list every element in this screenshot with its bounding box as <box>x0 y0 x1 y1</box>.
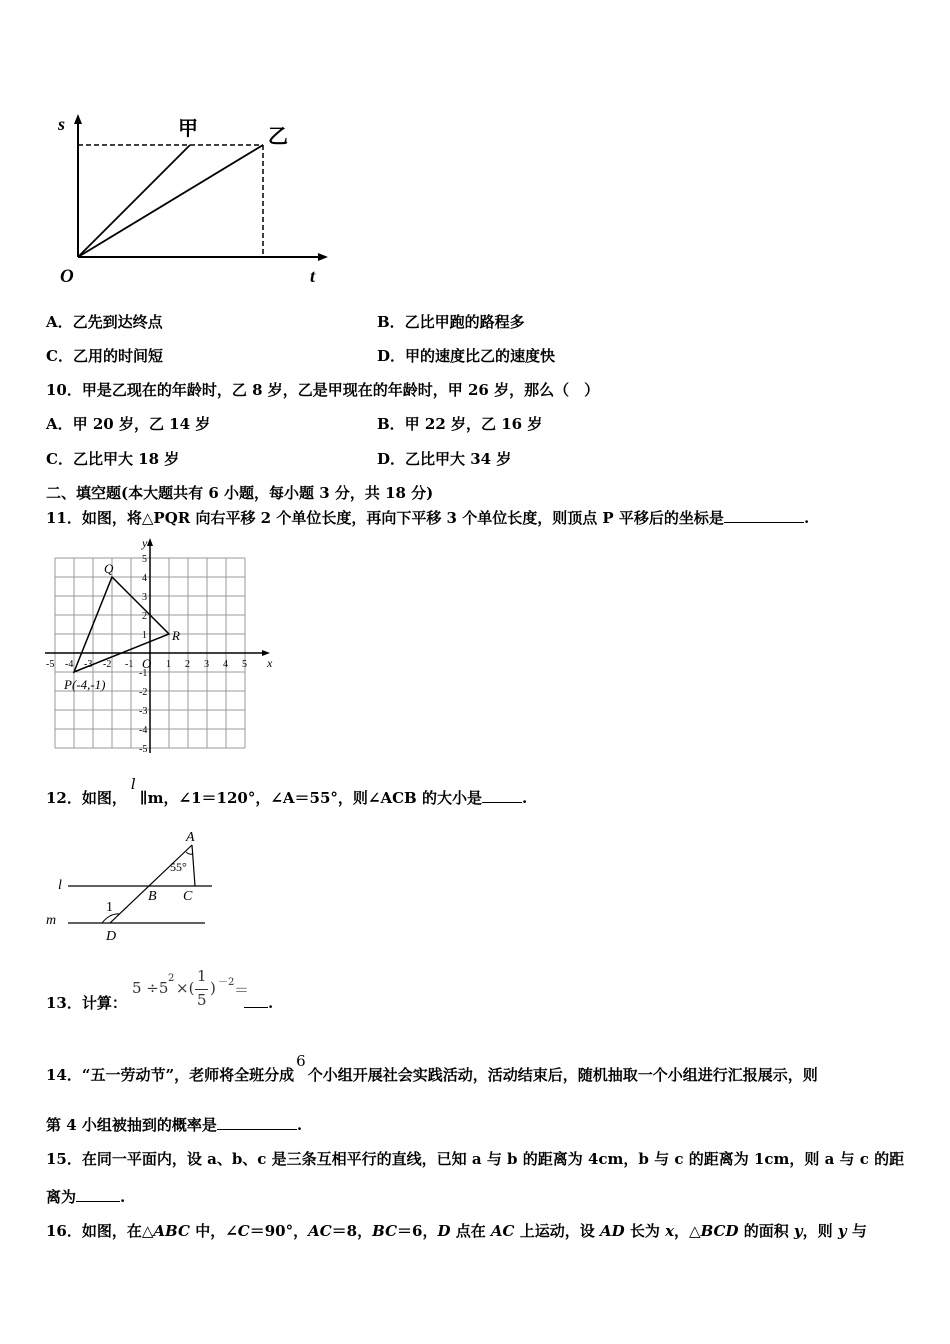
q14-text-b: 个小组开展社会实践活动，活动结束后，随机抽取一个小组进行汇报展示，则 <box>307 1066 818 1084</box>
group-count: 6 <box>296 1052 306 1070</box>
parallel-lines-figure <box>40 825 230 950</box>
q13-end: . <box>268 994 274 1012</box>
q9-option-b: B．乙比甲跑的路程多 <box>377 313 525 331</box>
q16-part: ＝8， <box>331 1222 373 1240</box>
q14-text-a: 14．“五一劳动节”，老师将全班分成 <box>46 1066 295 1084</box>
q9-option-a: A．乙先到达终点 <box>46 313 163 331</box>
x-tick: -5 <box>46 659 55 670</box>
answer-blank <box>724 507 804 523</box>
x-tick: -1 <box>125 659 134 670</box>
q16-math: D <box>437 1222 451 1240</box>
q16-stem <box>46 1220 867 1241</box>
q16-math: AC <box>490 1222 515 1240</box>
q12-stem <box>46 775 528 808</box>
label-a: A <box>186 830 195 845</box>
x-tick: -3 <box>84 659 93 670</box>
angle-1-label: 1 <box>106 900 113 915</box>
q16-math: AC <box>308 1222 332 1240</box>
q13-answer <box>244 992 273 1012</box>
q9-option-c: C．乙用的时间短 <box>46 347 163 365</box>
q13-label: 13．计算： <box>46 994 127 1012</box>
y-axis-arrow <box>74 114 82 124</box>
answer-blank <box>217 1114 297 1130</box>
q16-part: 中，∠ <box>189 1222 238 1240</box>
coordinate-grid <box>40 535 290 760</box>
origin-label: O <box>142 656 152 671</box>
y-axis-arrow <box>147 538 153 546</box>
q14-text-c: 第 4 小组被抽到的概率是 <box>46 1116 217 1134</box>
x-tick: 1 <box>166 659 171 670</box>
frac-num: 1 <box>197 967 207 985</box>
q11-end: . <box>803 509 810 527</box>
q15-text: 离为 <box>46 1188 77 1206</box>
x-tick: 5 <box>242 659 247 670</box>
q10-option-b: B．甲 22 岁，乙 16 岁 <box>377 415 543 433</box>
q16-math: x <box>665 1222 675 1240</box>
label-c: C <box>183 889 193 904</box>
frac-bar <box>195 989 208 990</box>
q16-part: 与 <box>846 1222 867 1240</box>
y-tick: -3 <box>139 706 148 717</box>
x-tick: 2 <box>185 659 190 670</box>
answer-blank <box>76 1186 120 1202</box>
y-tick: 3 <box>142 592 147 603</box>
vertex-r-label: R <box>172 628 180 643</box>
section-heading: 二、填空题(本大题共有 6 小题，每小题 3 分，共 18 分) <box>46 484 434 502</box>
expr-exp2: 2 <box>168 973 175 984</box>
y-tick: -4 <box>139 725 148 736</box>
y-tick: 4 <box>142 573 147 584</box>
x-tick: -2 <box>103 659 112 670</box>
label-l: l <box>58 878 62 893</box>
q16-part: ＝6， <box>397 1222 438 1240</box>
frac-den: 5 <box>197 991 207 1009</box>
axis-t-label: t <box>310 266 316 286</box>
q14-end: . <box>296 1116 303 1134</box>
label-m: m <box>46 913 57 928</box>
x-axis-label: x <box>267 656 273 670</box>
q12-text-a: 12．如图， <box>46 789 127 807</box>
q16-part: 的面积 <box>738 1222 794 1240</box>
vertex-q-label: Q <box>104 561 114 576</box>
vertex-p-label: P(-4,-1) <box>64 677 106 692</box>
q10-option-a: A．甲 20 岁，乙 14 岁 <box>46 415 211 433</box>
origin-label: O <box>60 266 74 287</box>
segment-ac <box>192 845 195 886</box>
q15-line1: 15．在同一平面内，设 a、b、c 是三条互相平行的直线，已知 a 与 b 的距离为 4cm，b 与 c 的距离为 1cm，则 a 与 c 的距 <box>46 1150 905 1168</box>
expr-times: ×( <box>176 979 195 997</box>
q16-math: ABC <box>153 1222 190 1240</box>
y-tick: -2 <box>139 687 148 698</box>
line-l-symbol: l <box>130 775 136 793</box>
q11-text: 11．如图，将△PQR 向右平移 2 个单位长度，再向下平移 3 个单位长度，则顶点 P 平移后的坐标是 <box>46 509 724 527</box>
expr-exp-neg2: －2 <box>218 977 235 988</box>
q16-part: 16．如图，在△ <box>46 1222 154 1240</box>
q16-part: ，△ <box>674 1222 701 1240</box>
q10-option-d: D．乙比甲大 34 岁 <box>377 450 512 468</box>
q14-line1 <box>46 1052 818 1085</box>
label-jia: 甲 <box>178 118 198 140</box>
expr-a: 5 ÷5 <box>132 979 169 997</box>
q16-math: AD <box>599 1222 625 1240</box>
q16-math: y <box>793 1222 803 1240</box>
distance-time-graph <box>50 110 340 290</box>
x-axis-arrow <box>318 253 328 261</box>
y-tick: 5 <box>142 554 147 565</box>
y-tick: 1 <box>142 630 147 641</box>
label-b: B <box>148 889 157 904</box>
label-d: D <box>106 929 117 944</box>
q16-part: 长为 <box>624 1222 666 1240</box>
q16-math: y <box>837 1222 847 1240</box>
y-tick: -1 <box>139 668 148 679</box>
q14-line2 <box>46 1114 302 1135</box>
y-tick: 2 <box>142 611 147 622</box>
q15-end: . <box>120 1188 126 1206</box>
q16-part: ＝90°， <box>249 1222 309 1240</box>
q16-math: BC <box>372 1222 398 1240</box>
x-tick: 4 <box>223 659 228 670</box>
label-yi: 乙 <box>268 126 288 148</box>
answer-blank <box>482 787 522 803</box>
angle-55-label: 55° <box>170 860 187 874</box>
axis-s-label: s <box>58 114 66 134</box>
q16-part: ，则 <box>802 1222 838 1240</box>
x-tick: -4 <box>65 659 74 670</box>
q10-stem: 10．甲是乙现在的年龄时，乙 8 岁，乙是甲现在的年龄时，甲 26 岁，那么（ ） <box>46 381 600 399</box>
line-jia <box>78 145 190 257</box>
y-axis-label: y <box>142 536 148 550</box>
segment-ad <box>110 845 192 923</box>
q10-option-c: C．乙比甲大 18 岁 <box>46 450 180 468</box>
expr-eq: ＝ <box>234 981 250 999</box>
x-tick: 3 <box>204 659 209 670</box>
answer-blank <box>244 992 268 1008</box>
q15-line2 <box>46 1186 125 1207</box>
q12-text-b: ∥m，∠1＝120°，∠A＝55°，则∠ACB 的大小是 <box>139 789 482 807</box>
y-tick: -5 <box>139 744 148 755</box>
expr-close: ) <box>210 979 216 997</box>
triangle-pqr <box>74 577 169 672</box>
q16-math: C <box>237 1222 250 1240</box>
q16-part: 上运动，设 <box>514 1222 600 1240</box>
q16-math: BCD <box>700 1222 739 1240</box>
q16-part: 点在 <box>450 1222 491 1240</box>
line-yi <box>78 145 263 257</box>
q11-stem <box>46 507 809 528</box>
q12-end: . <box>521 789 528 807</box>
q9-option-d: D．甲的速度比乙的速度快 <box>377 347 556 365</box>
